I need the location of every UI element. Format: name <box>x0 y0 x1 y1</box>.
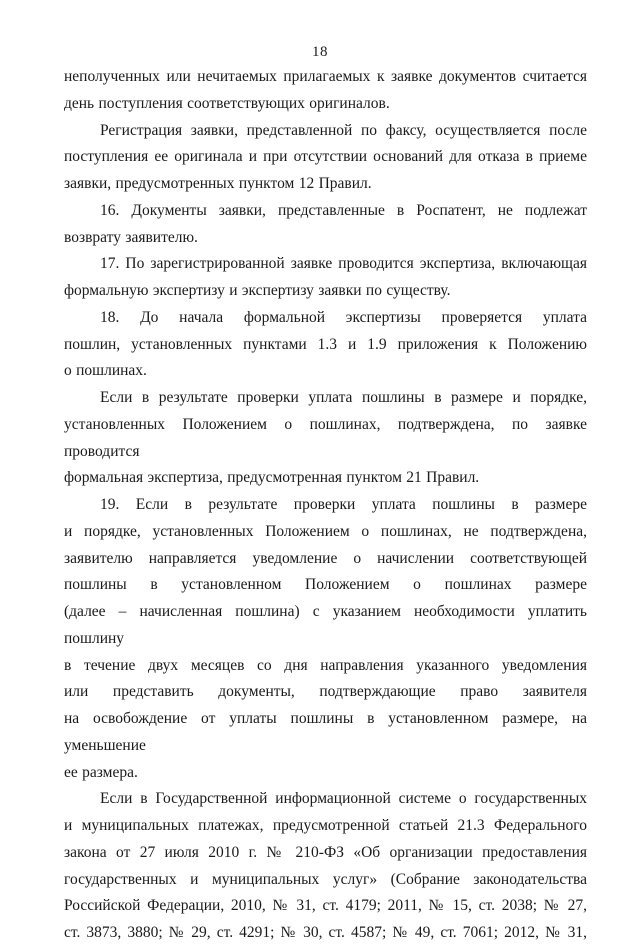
text-line: или представить документы, подтверждающие право заявителя <box>64 683 587 701</box>
text-line: 16. Документы заявки, представленные в Роспатент, не подлежат <box>100 201 587 219</box>
text-line: пошлины в установленном Положением о пошлинах размере <box>64 576 587 594</box>
text-line: день поступления соответствующих оригиналов. <box>64 94 390 112</box>
text-line: формальную экспертизу и экспертизу заявки по существу. <box>64 282 451 299</box>
text-line: и порядке, установленных Положением о пошлинах, не подтверждена, <box>64 522 587 540</box>
text-line: заявителю направляется уведомление о начислении соответствующей <box>64 549 587 567</box>
text-line: установленных Положением о пошлинах, подтверждена, по заявке проводится <box>64 415 587 460</box>
text-line: закона от 27 июля 2010 г. № 210-ФЗ «Об организации предоставления <box>64 843 587 861</box>
text-line: формальная экспертиза, предусмотренная пунктом 21 Правил. <box>64 469 480 487</box>
document-body <box>64 64 587 947</box>
text-line: ст. 3873, 3880; № 29, ст. 4291; № 30, ст. 4587; № 49, ст. 7061; 2012, № 31, <box>64 924 587 941</box>
text-line: 19. Если в результате проверки уплата пошлины в размере <box>100 496 587 513</box>
text-line: заявки, предусмотренных пунктом 12 Правил. <box>64 175 372 192</box>
text-line: Российской Федерации, 2010, № 31, ст. 4179; 2011, № 15, ст. 2038; № 27, <box>64 897 587 915</box>
text-line: 17. По зарегистрированной заявке проводится экспертиза, включающая <box>100 255 587 273</box>
text-line: пошлин, установленных пунктами 1.3 и 1.9 приложения к Положению <box>64 335 587 353</box>
text-line: поступления ее оригинала и при отсутствии оснований для отказа в приеме <box>64 148 587 166</box>
text-line: возврату заявителю. <box>64 228 198 246</box>
text-line: Регистрация заявки, представленной по факсу, осуществляется после <box>100 121 587 139</box>
text-line: ее размера. <box>64 763 138 781</box>
text-line: о пошлинах. <box>64 362 147 380</box>
text-line: 18. До начала формальной экспертизы проверяется уплата <box>100 308 587 326</box>
text-line: в течение двух месяцев со дня направления указанного уведомления <box>64 656 587 674</box>
text-line: на освобождение от уплаты пошлины в установленном размере, на уменьшение <box>64 710 587 754</box>
text-line: государственных и муниципальных услуг» (Собрание законодательства <box>64 870 587 888</box>
text-line: Если в Государственной информационной системе о государственных <box>100 790 587 808</box>
text-line: и муниципальных платежах, предусмотренной статьей 21.3 Федерального <box>64 817 587 834</box>
text-line: (далее – начисленная пошлина) с указанием необходимости уплатить пошлину <box>64 603 587 647</box>
page-number: 18 <box>312 44 328 60</box>
text-line: неполученных или нечитаемых прилагаемых к заявке документов считается <box>64 68 587 85</box>
text-line: Если в результате проверки уплата пошлины в размере и порядке, <box>100 389 587 406</box>
